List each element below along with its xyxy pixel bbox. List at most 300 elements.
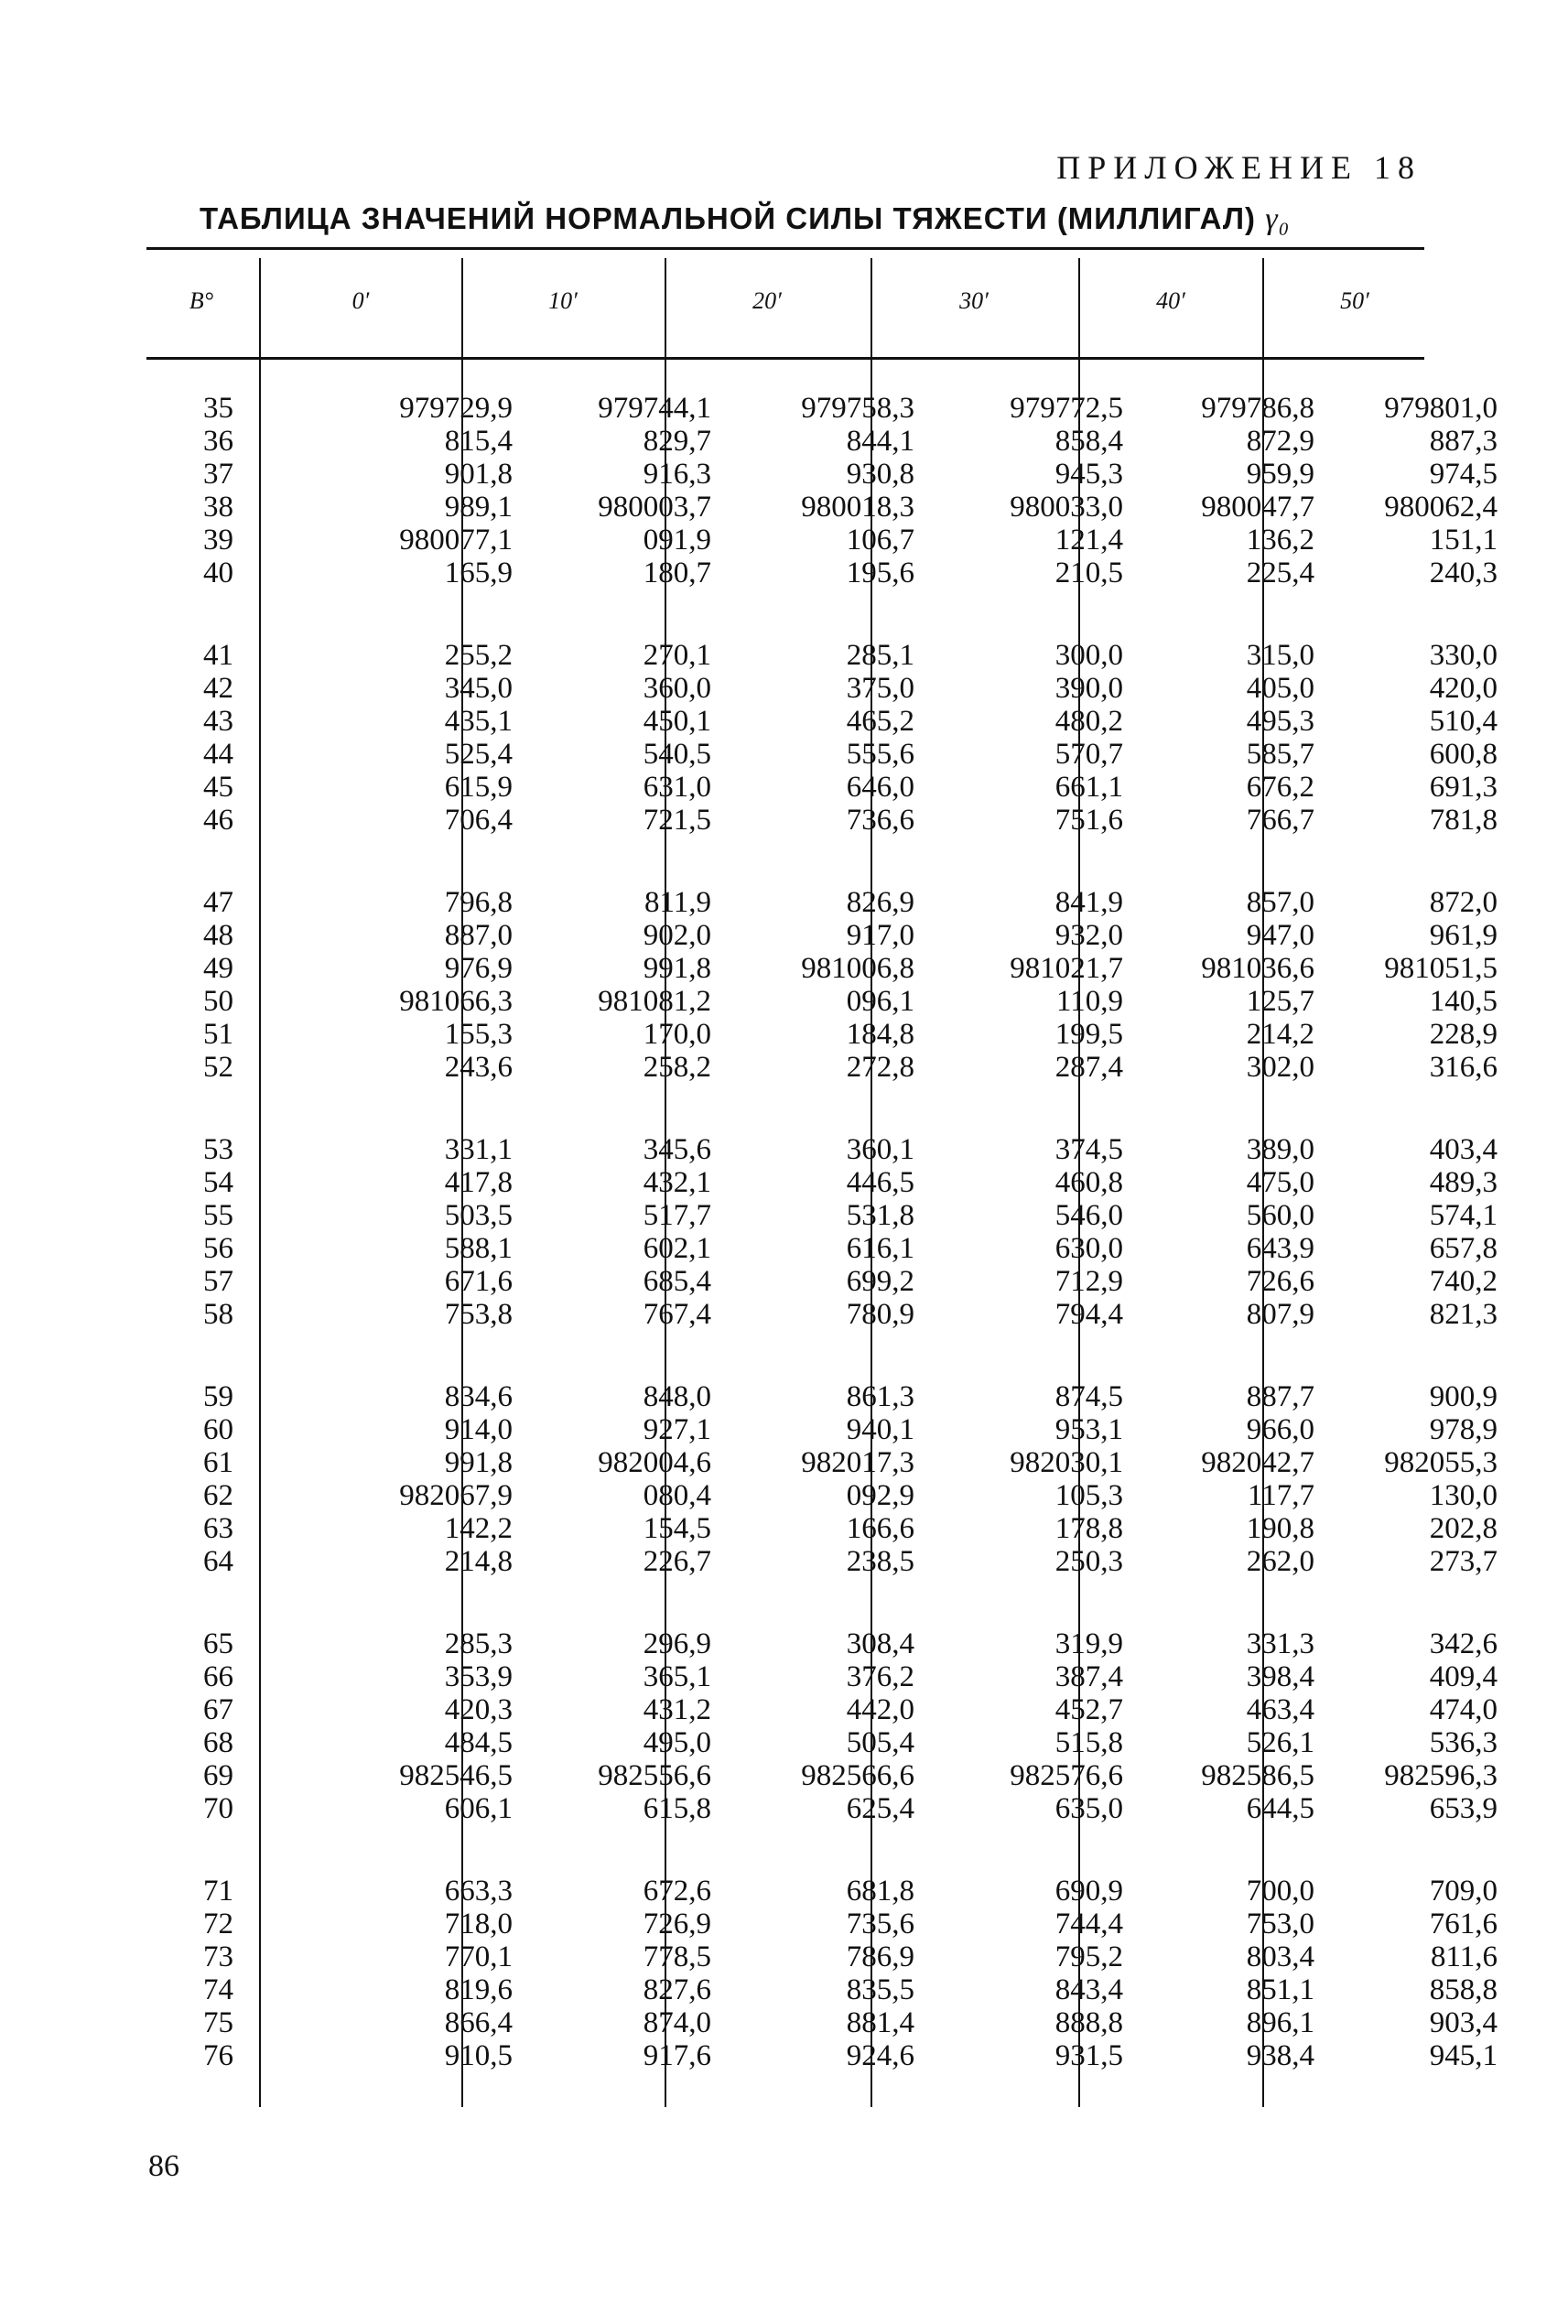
gravity-value-cell: 979772,5 [1010, 392, 1123, 425]
gravity-value-cell: 435,1 [444, 705, 513, 738]
gravity-value-cell: 316,6 [1429, 1051, 1498, 1084]
gravity-value-cell: 861,3 [846, 1380, 914, 1413]
gravity-value-cell: 503,5 [444, 1199, 513, 1232]
gravity-value-cell: 450,1 [643, 705, 711, 738]
gravity-value-cell: 405,0 [1246, 672, 1314, 705]
gravity-value-cell: 653,9 [1429, 1792, 1498, 1825]
latitude-cell: 58 [203, 1298, 233, 1331]
gravity-value-cell: 945,3 [1054, 458, 1123, 491]
gravity-value-cell: 980047,7 [1201, 491, 1314, 524]
gravity-value-cell: 258,2 [643, 1051, 711, 1084]
gravity-value-cell: 914,0 [444, 1413, 513, 1446]
gravity-value-cell: 858,4 [1054, 425, 1123, 458]
gravity-value-cell: 178,8 [1054, 1512, 1123, 1545]
gravity-value-cell: 353,9 [444, 1660, 513, 1693]
table-row [146, 672, 1498, 705]
top-rule [146, 247, 1424, 250]
latitude-cell: 52 [203, 1051, 233, 1084]
gravity-value-cell: 811,6 [1430, 1940, 1498, 1973]
gravity-value-cell: 525,4 [444, 738, 513, 771]
gravity-value-cell: 712,9 [1054, 1265, 1123, 1298]
gravity-value-cell: 195,6 [846, 557, 914, 589]
gravity-value-cell: 631,0 [643, 771, 711, 804]
group-gap [146, 589, 1498, 639]
table-row [146, 2039, 1498, 2072]
gravity-value-cell: 657,8 [1429, 1232, 1498, 1265]
latitude-cell: 66 [203, 1660, 233, 1693]
gravity-value-cell: 981036,6 [1201, 952, 1314, 985]
table-row [146, 1726, 1498, 1759]
gravity-value-cell: 080,4 [643, 1479, 711, 1512]
gravity-value-cell: 751,6 [1054, 804, 1123, 837]
gravity-value-cell: 092,9 [846, 1479, 914, 1512]
gravity-value-cell: 887,7 [1246, 1380, 1314, 1413]
gravity-value-cell: 902,0 [643, 919, 711, 952]
gravity-value-cell: 495,3 [1246, 705, 1314, 738]
latitude-cell: 43 [203, 705, 233, 738]
gravity-value-cell: 505,4 [846, 1726, 914, 1759]
latitude-cell: 36 [203, 425, 233, 458]
table-row [146, 1133, 1498, 1166]
gravity-value-cell: 432,1 [643, 1166, 711, 1199]
table-row [146, 1908, 1498, 1940]
table-row [146, 491, 1498, 524]
page-number: 86 [148, 2149, 179, 2183]
gravity-value-cell: 375,0 [846, 672, 914, 705]
gamma-symbol: γ₀ [1265, 202, 1291, 236]
gravity-value-cell: 452,7 [1054, 1693, 1123, 1726]
gravity-value-cell: 826,9 [846, 886, 914, 919]
latitude-cell: 74 [203, 1973, 233, 2006]
gravity-value-cell: 982004,6 [598, 1446, 711, 1479]
table-row [146, 1660, 1498, 1693]
gravity-value-cell: 330,0 [1429, 639, 1498, 672]
gravity-value-cell: 308,4 [846, 1627, 914, 1660]
latitude-cell: 59 [203, 1380, 233, 1413]
gravity-value-cell: 345,6 [643, 1133, 711, 1166]
gravity-value-cell: 184,8 [846, 1018, 914, 1051]
gravity-value-cell: 834,6 [444, 1380, 513, 1413]
gravity-value-cell: 489,3 [1429, 1166, 1498, 1199]
gravity-value-cell: 924,6 [846, 2039, 914, 2072]
latitude-cell: 73 [203, 1940, 233, 1973]
latitude-cell: 41 [203, 639, 233, 672]
gravity-value-cell: 140,5 [1429, 985, 1498, 1018]
latitude-cell: 69 [203, 1759, 233, 1792]
table-row [146, 1545, 1498, 1578]
latitude-cell: 39 [203, 524, 233, 557]
gravity-value-cell: 851,1 [1246, 1973, 1314, 2006]
gravity-value-cell: 142,2 [444, 1512, 513, 1545]
table-row [146, 1199, 1498, 1232]
gravity-value-cell: 953,1 [1054, 1413, 1123, 1446]
gravity-value-cell: 932,0 [1054, 919, 1123, 952]
table-row [146, 952, 1498, 985]
gravity-value-cell: 981081,2 [598, 985, 711, 1018]
latitude-cell: 63 [203, 1512, 233, 1545]
gap-cell [146, 589, 1498, 639]
gravity-value-cell: 874,5 [1054, 1380, 1123, 1413]
table-row [146, 1875, 1498, 1908]
latitude-cell: 65 [203, 1627, 233, 1660]
gravity-value-cell: 981021,7 [1010, 952, 1123, 985]
latitude-cell: 61 [203, 1446, 233, 1479]
gravity-value-cell: 365,1 [643, 1660, 711, 1693]
appendix-label: ПРИЛОЖЕНИЕ 18 [1056, 149, 1422, 186]
gravity-value-cell: 991,8 [643, 952, 711, 985]
gravity-value-cell: 460,8 [1054, 1166, 1123, 1199]
table-row [146, 1232, 1498, 1265]
latitude-cell: 76 [203, 2039, 233, 2072]
gravity-value-cell: 819,6 [444, 1973, 513, 2006]
gravity-value-cell: 484,5 [444, 1726, 513, 1759]
gravity-value-cell: 125,7 [1246, 985, 1314, 1018]
latitude-cell: 35 [203, 392, 233, 425]
gravity-value-cell: 982042,7 [1201, 1446, 1314, 1479]
gravity-value-cell: 555,6 [846, 738, 914, 771]
latitude-cell: 54 [203, 1166, 233, 1199]
latitude-cell: 72 [203, 1908, 233, 1940]
table-row [146, 2006, 1498, 2039]
gravity-value-cell: 214,8 [444, 1545, 513, 1578]
gap-cell [146, 1578, 1498, 1627]
latitude-cell: 42 [203, 672, 233, 705]
gravity-value-cell: 980003,7 [598, 491, 711, 524]
gravity-value-cell: 420,0 [1429, 672, 1498, 705]
gravity-value-cell: 531,8 [846, 1199, 914, 1232]
gravity-value-cell: 848,0 [643, 1380, 711, 1413]
gravity-value-cell: 285,3 [444, 1627, 513, 1660]
gravity-value-cell: 360,0 [643, 672, 711, 705]
latitude-cell: 44 [203, 738, 233, 771]
gravity-value-cell: 417,8 [444, 1166, 513, 1199]
gravity-value-cell: 721,5 [643, 804, 711, 837]
latitude-cell: 46 [203, 804, 233, 837]
gravity-value-cell: 989,1 [444, 491, 513, 524]
group-gap [146, 1578, 1498, 1627]
latitude-cell: 53 [203, 1133, 233, 1166]
table-row [146, 985, 1498, 1018]
latitude-cell: 37 [203, 458, 233, 491]
latitude-cell: 40 [203, 557, 233, 589]
gravity-value-cell: 982556,6 [598, 1759, 711, 1792]
gravity-value-cell: 431,2 [643, 1693, 711, 1726]
gravity-value-cell: 979729,9 [399, 392, 513, 425]
table-row [146, 1792, 1498, 1825]
latitude-cell: 57 [203, 1265, 233, 1298]
table-row [146, 639, 1498, 672]
gravity-value-cell: 105,3 [1054, 1479, 1123, 1512]
gravity-value-cell: 991,8 [444, 1446, 513, 1479]
header-rule [146, 357, 1424, 360]
table-row [146, 1973, 1498, 2006]
gravity-value-cell: 740,2 [1429, 1265, 1498, 1298]
table-title-text: ТАБЛИЦА ЗНАЧЕНИЙ НОРМАЛЬНОЙ СИЛЫ ТЯЖЕСТИ (МИЛЛИГАЛ) [200, 201, 1257, 235]
gravity-value-cell: 982017,3 [801, 1446, 914, 1479]
gravity-value-cell: 643,9 [1246, 1232, 1314, 1265]
gravity-value-cell: 835,5 [846, 1973, 914, 2006]
table-row [146, 557, 1498, 589]
gap-cell [146, 1825, 1498, 1875]
gravity-value-cell: 966,0 [1246, 1413, 1314, 1446]
latitude-cell: 48 [203, 919, 233, 952]
gravity-value-cell: 976,9 [444, 952, 513, 985]
gravity-value-cell: 374,5 [1054, 1133, 1123, 1166]
gravity-value-cell: 616,1 [846, 1232, 914, 1265]
gravity-value-cell: 199,5 [1054, 1018, 1123, 1051]
gravity-value-cell: 858,8 [1429, 1973, 1498, 2006]
gravity-value-cell: 974,5 [1429, 458, 1498, 491]
gravity-value-cell: 228,9 [1429, 1018, 1498, 1051]
gravity-value-cell: 982030,1 [1010, 1446, 1123, 1479]
gravity-value-cell: 389,0 [1246, 1133, 1314, 1166]
gravity-value-cell: 982055,3 [1384, 1446, 1498, 1479]
gravity-value-cell: 930,8 [846, 458, 914, 491]
gravity-value-cell: 780,9 [846, 1298, 914, 1331]
gravity-value-cell: 376,2 [846, 1660, 914, 1693]
gravity-value-cell: 796,8 [444, 886, 513, 919]
gravity-value-cell: 106,7 [846, 524, 914, 557]
gravity-value-cell: 887,3 [1429, 425, 1498, 458]
gravity-value-cell: 574,1 [1429, 1199, 1498, 1232]
gravity-value-cell: 979758,3 [801, 392, 914, 425]
gravity-value-cell: 136,2 [1246, 524, 1314, 557]
gravity-value-cell: 480,2 [1054, 705, 1123, 738]
gravity-value-cell: 938,4 [1246, 2039, 1314, 2072]
gravity-value-cell: 226,7 [643, 1545, 711, 1578]
table-row [146, 1413, 1498, 1446]
group-gap [146, 837, 1498, 886]
gravity-value-cell: 766,7 [1246, 804, 1314, 837]
gravity-value-cell: 630,0 [1054, 1232, 1123, 1265]
gravity-value-cell: 526,1 [1246, 1726, 1314, 1759]
gravity-value-cell: 982576,6 [1010, 1759, 1123, 1792]
table-row [146, 1166, 1498, 1199]
gravity-value-cell: 931,5 [1054, 2039, 1123, 2072]
gravity-value-cell: 978,9 [1429, 1413, 1498, 1446]
gravity-value-cell: 296,9 [643, 1627, 711, 1660]
gravity-value-cell: 606,1 [444, 1792, 513, 1825]
gravity-value-cell: 872,9 [1246, 425, 1314, 458]
gravity-value-cell: 744,4 [1054, 1908, 1123, 1940]
gravity-value-cell: 896,1 [1246, 2006, 1314, 2039]
gravity-value-cell: 881,4 [846, 2006, 914, 2039]
gravity-value-cell: 615,9 [444, 771, 513, 804]
gravity-value-cell: 250,3 [1054, 1545, 1123, 1578]
gravity-value-cell: 844,1 [846, 425, 914, 458]
gravity-value-cell: 625,4 [846, 1792, 914, 1825]
gravity-value-cell: 857,0 [1246, 886, 1314, 919]
gravity-value-cell: 959,9 [1246, 458, 1314, 491]
gravity-value-cell: 345,0 [444, 672, 513, 705]
gravity-value-cell: 515,8 [1054, 1726, 1123, 1759]
gravity-value-cell: 262,0 [1246, 1545, 1314, 1578]
gravity-value-cell: 240,3 [1429, 557, 1498, 589]
table-row [146, 738, 1498, 771]
gravity-value-cell: 671,6 [444, 1265, 513, 1298]
gravity-value-cell: 495,0 [643, 1726, 711, 1759]
table-row [146, 1940, 1498, 1973]
table-row [146, 392, 1498, 425]
gravity-value-cell: 285,1 [846, 639, 914, 672]
gravity-value-cell: 117,7 [1247, 1479, 1314, 1512]
gravity-value-cell: 910,5 [444, 2039, 513, 2072]
header-10-min: 10′ [548, 287, 578, 314]
gravity-value-cell: 979786,8 [1201, 392, 1314, 425]
gap-cell [146, 837, 1498, 886]
gravity-value-cell: 151,1 [1429, 524, 1498, 557]
gravity-value-cell: 979744,1 [598, 392, 711, 425]
gravity-value-cell: 091,9 [643, 524, 711, 557]
gravity-value-cell: 672,6 [643, 1875, 711, 1908]
gravity-value-cell: 843,4 [1054, 1973, 1123, 2006]
gravity-value-cell: 803,4 [1246, 1940, 1314, 1973]
gravity-value-cell: 903,4 [1429, 2006, 1498, 2039]
gravity-value-cell: 387,4 [1054, 1660, 1123, 1693]
gravity-value-cell: 644,5 [1246, 1792, 1314, 1825]
gravity-value-cell: 767,4 [643, 1298, 711, 1331]
gravity-value-cell: 979801,0 [1384, 392, 1498, 425]
gravity-value-cell: 917,6 [643, 2039, 711, 2072]
header-0-min: 0′ [351, 287, 370, 314]
table-row [146, 1512, 1498, 1545]
gravity-value-cell: 829,7 [643, 425, 711, 458]
gravity-value-cell: 982546,5 [399, 1759, 513, 1792]
latitude-cell: 51 [203, 1018, 233, 1051]
gravity-value-cell: 331,1 [444, 1133, 513, 1166]
table-row [146, 1627, 1498, 1660]
gravity-value-cell: 409,4 [1429, 1660, 1498, 1693]
gravity-value-cell: 945,1 [1429, 2039, 1498, 2072]
group-gap [146, 1331, 1498, 1380]
gravity-table [146, 392, 1498, 2072]
gravity-value-cell: 202,8 [1429, 1512, 1498, 1545]
gravity-value-cell: 981006,8 [801, 952, 914, 985]
table-row [146, 425, 1498, 458]
gravity-value-cell: 536,3 [1429, 1726, 1498, 1759]
gravity-value-cell: 446,5 [846, 1166, 914, 1199]
group-gap [146, 1825, 1498, 1875]
gravity-value-cell: 916,3 [643, 458, 711, 491]
table-row [146, 919, 1498, 952]
gravity-value-cell: 273,7 [1429, 1545, 1498, 1578]
gravity-value-cell: 691,3 [1429, 771, 1498, 804]
table-row [146, 1693, 1498, 1726]
gravity-value-cell: 700,0 [1246, 1875, 1314, 1908]
gravity-value-cell: 465,2 [846, 705, 914, 738]
header-20-min: 20′ [752, 287, 782, 314]
latitude-cell: 56 [203, 1232, 233, 1265]
gravity-value-cell: 560,0 [1246, 1199, 1314, 1232]
gravity-value-cell: 210,5 [1054, 557, 1123, 589]
gravity-value-cell: 709,0 [1429, 1875, 1498, 1908]
gravity-value-cell: 315,0 [1246, 639, 1314, 672]
gravity-value-cell: 827,6 [643, 1973, 711, 2006]
gravity-value-cell: 815,4 [444, 425, 513, 458]
gravity-value-cell: 510,4 [1429, 705, 1498, 738]
gravity-value-cell: 442,0 [846, 1693, 914, 1726]
gravity-value-cell: 570,7 [1054, 738, 1123, 771]
latitude-cell: 70 [203, 1792, 233, 1825]
latitude-cell: 68 [203, 1726, 233, 1759]
gravity-value-cell: 615,8 [643, 1792, 711, 1825]
gravity-value-cell: 841,9 [1054, 886, 1123, 919]
gravity-value-cell: 646,0 [846, 771, 914, 804]
gravity-value-cell: 403,4 [1429, 1133, 1498, 1166]
gravity-value-cell: 685,4 [643, 1265, 711, 1298]
gravity-value-cell: 982067,9 [399, 1479, 513, 1512]
gravity-value-cell: 272,8 [846, 1051, 914, 1084]
gravity-value-cell: 753,0 [1246, 1908, 1314, 1940]
table-row [146, 804, 1498, 837]
gravity-value-cell: 980018,3 [801, 491, 914, 524]
gravity-value-cell: 170,0 [643, 1018, 711, 1051]
gravity-value-cell: 982586,5 [1201, 1759, 1314, 1792]
latitude-cell: 38 [203, 491, 233, 524]
gravity-value-cell: 588,1 [444, 1232, 513, 1265]
gravity-value-cell: 190,8 [1246, 1512, 1314, 1545]
gravity-value-cell: 165,9 [444, 557, 513, 589]
gravity-value-cell: 121,4 [1054, 524, 1123, 557]
gravity-value-cell: 360,1 [846, 1133, 914, 1166]
gap-cell [146, 1084, 1498, 1133]
gap-cell [146, 1331, 1498, 1380]
gravity-value-cell: 980033,0 [1010, 491, 1123, 524]
gravity-value-cell: 540,5 [643, 738, 711, 771]
table-title [200, 201, 1426, 237]
header-50-min: 50′ [1340, 287, 1369, 314]
gravity-value-cell: 726,9 [643, 1908, 711, 1940]
latitude-cell: 62 [203, 1479, 233, 1512]
gravity-value-cell: 130,0 [1429, 1479, 1498, 1512]
table-row [146, 458, 1498, 491]
latitude-cell: 47 [203, 886, 233, 919]
latitude-cell: 64 [203, 1545, 233, 1578]
gravity-value-cell: 888,8 [1054, 2006, 1123, 2039]
table-row [146, 1298, 1498, 1331]
gravity-value-cell: 600,8 [1429, 738, 1498, 771]
gravity-value-cell: 635,0 [1054, 1792, 1123, 1825]
gravity-value-cell: 982596,3 [1384, 1759, 1498, 1792]
gravity-value-cell: 795,2 [1054, 1940, 1123, 1973]
latitude-cell: 49 [203, 952, 233, 985]
table-row [146, 1051, 1498, 1084]
gravity-value-cell: 778,5 [643, 1940, 711, 1973]
header-40-min: 40′ [1156, 287, 1185, 314]
latitude-cell: 75 [203, 2006, 233, 2039]
gravity-value-cell: 270,1 [643, 639, 711, 672]
latitude-cell: 55 [203, 1199, 233, 1232]
gravity-value-cell: 821,3 [1429, 1298, 1498, 1331]
gravity-value-cell: 770,1 [444, 1940, 513, 1973]
gravity-value-cell: 681,8 [846, 1875, 914, 1908]
table-row [146, 1759, 1498, 1792]
gravity-value-cell: 463,4 [1246, 1693, 1314, 1726]
gravity-value-cell: 980077,1 [399, 524, 513, 557]
gravity-value-cell: 585,7 [1246, 738, 1314, 771]
table-row [146, 1018, 1498, 1051]
gravity-value-cell: 180,7 [643, 557, 711, 589]
gravity-value-cell: 331,3 [1246, 1627, 1314, 1660]
gravity-value-cell: 947,0 [1246, 919, 1314, 952]
table-row [146, 1446, 1498, 1479]
gravity-value-cell: 699,2 [846, 1265, 914, 1298]
table-row [146, 886, 1498, 919]
gravity-value-cell: 982566,6 [801, 1759, 914, 1792]
gravity-value-cell: 110,9 [1055, 985, 1123, 1018]
gravity-value-cell: 794,4 [1054, 1298, 1123, 1331]
gravity-value-cell: 302,0 [1246, 1051, 1314, 1084]
